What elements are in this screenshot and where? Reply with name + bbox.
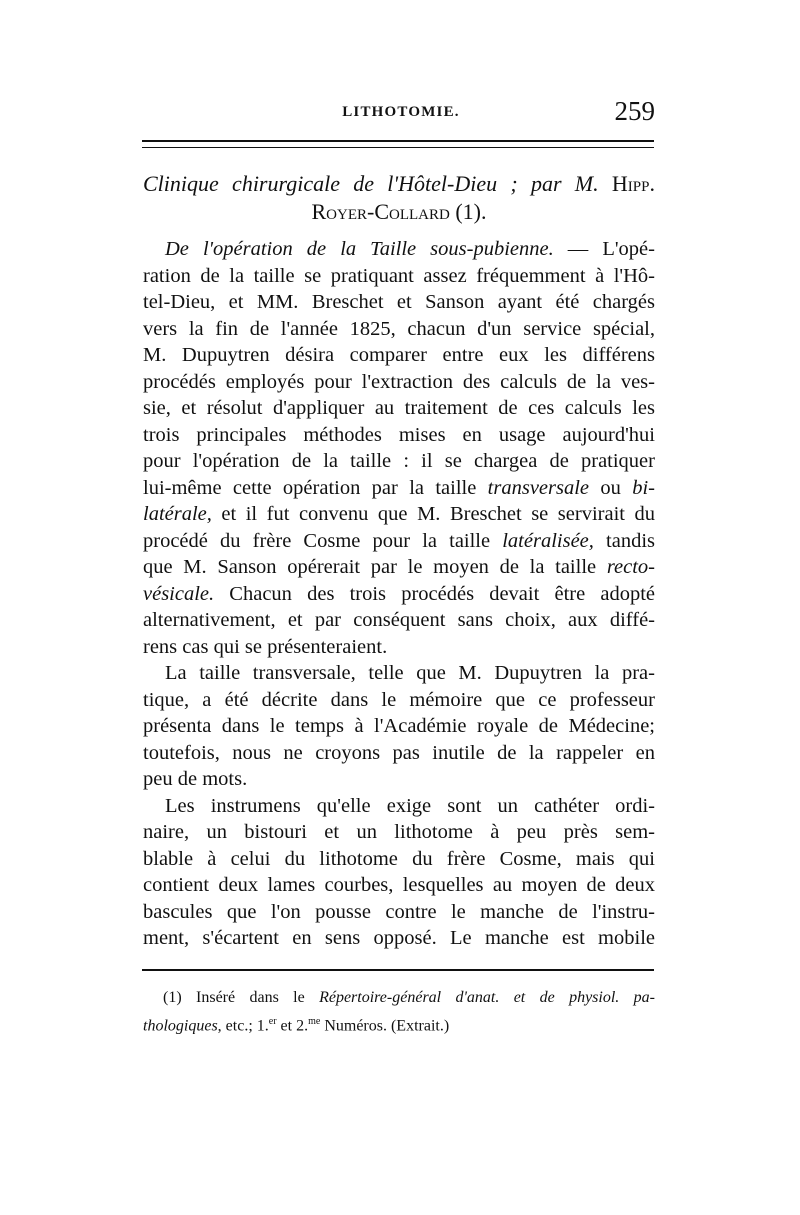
text-run: tel-Dieu, et MM. Breschet et Sanson ayant été chargés xyxy=(143,291,655,313)
text-run: De l'opération de la Taille sous-pubienne. xyxy=(165,238,554,260)
header-double-rule xyxy=(142,140,654,148)
footnote-line xyxy=(143,1010,655,1034)
text-line xyxy=(143,687,655,714)
text-run: alternativement, et par conséquent sans choix, aux diffé- xyxy=(143,609,655,631)
text-run: trois principales méthodes mises en usage aujourd'hui xyxy=(143,423,655,446)
text-line xyxy=(143,846,655,873)
text-run: latérale, xyxy=(143,503,212,525)
running-head-title: LITHOTOMIE. xyxy=(342,104,460,120)
text-line xyxy=(143,528,655,555)
text-run: thologiques xyxy=(143,1017,218,1034)
text-line xyxy=(143,342,655,369)
text-run: Les instrumens qu'elle exige sont un cathéter ordi- xyxy=(165,794,655,817)
text-line xyxy=(143,422,655,449)
text-line xyxy=(143,475,655,502)
text-run: bascules que l'on pousse contre le manche de l'instru- xyxy=(143,900,655,923)
article-title-italic: Clinique chirurgicale de l'Hôtel-Dieu ; par M. xyxy=(143,171,599,196)
text-run: blable à celui du lithotome du frère Cosme, mais qui xyxy=(143,847,655,870)
text-run: pour l'opération de la taille : il se chargea de pratiquer xyxy=(143,450,655,472)
text-run: ment, s'écartent en sens opposé. Le manche est mobile xyxy=(143,927,655,949)
text-line xyxy=(143,554,655,581)
text-line xyxy=(143,369,655,396)
text-line xyxy=(143,236,655,263)
text-line xyxy=(143,925,655,952)
text-run: tandis xyxy=(593,529,655,552)
text-run: et 2. xyxy=(276,1017,309,1034)
text-line xyxy=(143,899,655,926)
article-title xyxy=(143,170,655,226)
text-run: peu de mots. xyxy=(143,768,248,790)
text-line xyxy=(143,660,655,687)
text-line xyxy=(143,793,655,820)
running-head xyxy=(145,96,657,132)
footnote xyxy=(143,986,655,1034)
text-run: procédé du frère Cosme pour la taille xyxy=(143,529,503,552)
text-line xyxy=(143,448,655,475)
text-run: Répertoire-général d'anat. et de physiol. pa- xyxy=(319,989,655,1006)
text-run: rens cas qui se présenteraient. xyxy=(143,635,388,658)
article-title-note-ref: (1). xyxy=(449,199,487,224)
text-run: Numéros. (Extrait.) xyxy=(320,1017,450,1034)
text-run: (1) Inséré dans le xyxy=(163,989,320,1006)
text-line xyxy=(143,766,655,793)
page-number: 259 xyxy=(614,96,655,126)
text-line xyxy=(143,395,655,422)
text-run: vers la fin de l'année 1825, chacun d'un service spécial, xyxy=(143,317,655,340)
text-run: ou xyxy=(589,476,633,499)
text-run: recto- xyxy=(606,556,655,578)
body-text xyxy=(143,236,655,952)
text-run: que M. Sanson opérerait par le moyen de la taille xyxy=(143,556,607,578)
text-line xyxy=(143,316,655,343)
text-run: me xyxy=(308,1016,321,1027)
article-title-line-2 xyxy=(143,198,655,226)
text-line xyxy=(143,607,655,634)
text-run: bi- xyxy=(632,476,655,499)
text-line xyxy=(143,634,655,661)
text-run: La taille transversale, telle que M. Dupuytren la pra- xyxy=(165,662,655,684)
text-run: Chacun des trois procédés devait être adopté xyxy=(214,582,655,605)
text-run: tique, a été décrite dans le mémoire que ce professeur xyxy=(143,688,655,711)
article-title-line-1 xyxy=(143,170,655,198)
text-line xyxy=(143,872,655,899)
text-run: sie, et résolut d'appliquer au traitement de ces calculs les xyxy=(143,397,655,419)
article-title-author: Royer-Collard xyxy=(311,199,450,224)
text-run: M. Dupuytren désira comparer entre eux les différens xyxy=(143,344,655,366)
text-line xyxy=(143,713,655,740)
text-line xyxy=(143,263,655,290)
text-run: er xyxy=(268,1016,277,1027)
text-line xyxy=(143,819,655,846)
footnote-line xyxy=(143,986,655,1010)
text-run: procédés employés pour l'extraction des calculs de la ves- xyxy=(143,370,655,393)
article-title-author-prefix: Hipp. xyxy=(598,171,655,196)
text-run: vésicale. xyxy=(143,582,215,605)
text-run: — L'opé- xyxy=(553,238,655,260)
text-run: latéralisée, xyxy=(502,529,594,552)
text-run: , etc.; 1. xyxy=(217,1017,269,1034)
text-run: lui-même cette opération par la taille xyxy=(143,476,488,499)
text-line xyxy=(143,581,655,608)
text-run: toutefois, nous ne croyons pas inutile de la rappeler en xyxy=(143,741,655,764)
text-run: ration de la taille se pratiquant assez fréquemment à l'Hô- xyxy=(143,264,655,287)
text-line xyxy=(143,289,655,316)
text-run: présenta dans le temps à l'Académie royale de Médecine; xyxy=(143,715,655,737)
text-run: naire, un bistouri et un lithotome à peu près sem- xyxy=(143,821,655,843)
text-line xyxy=(143,501,655,528)
text-run: et il fut convenu que M. Breschet se servirait du xyxy=(211,503,655,525)
footnote-rule xyxy=(142,969,654,974)
text-run: contient deux lames courbes, lesquelles au moyen de deux xyxy=(143,874,655,896)
text-line xyxy=(143,740,655,767)
text-run: transversale xyxy=(487,476,590,499)
